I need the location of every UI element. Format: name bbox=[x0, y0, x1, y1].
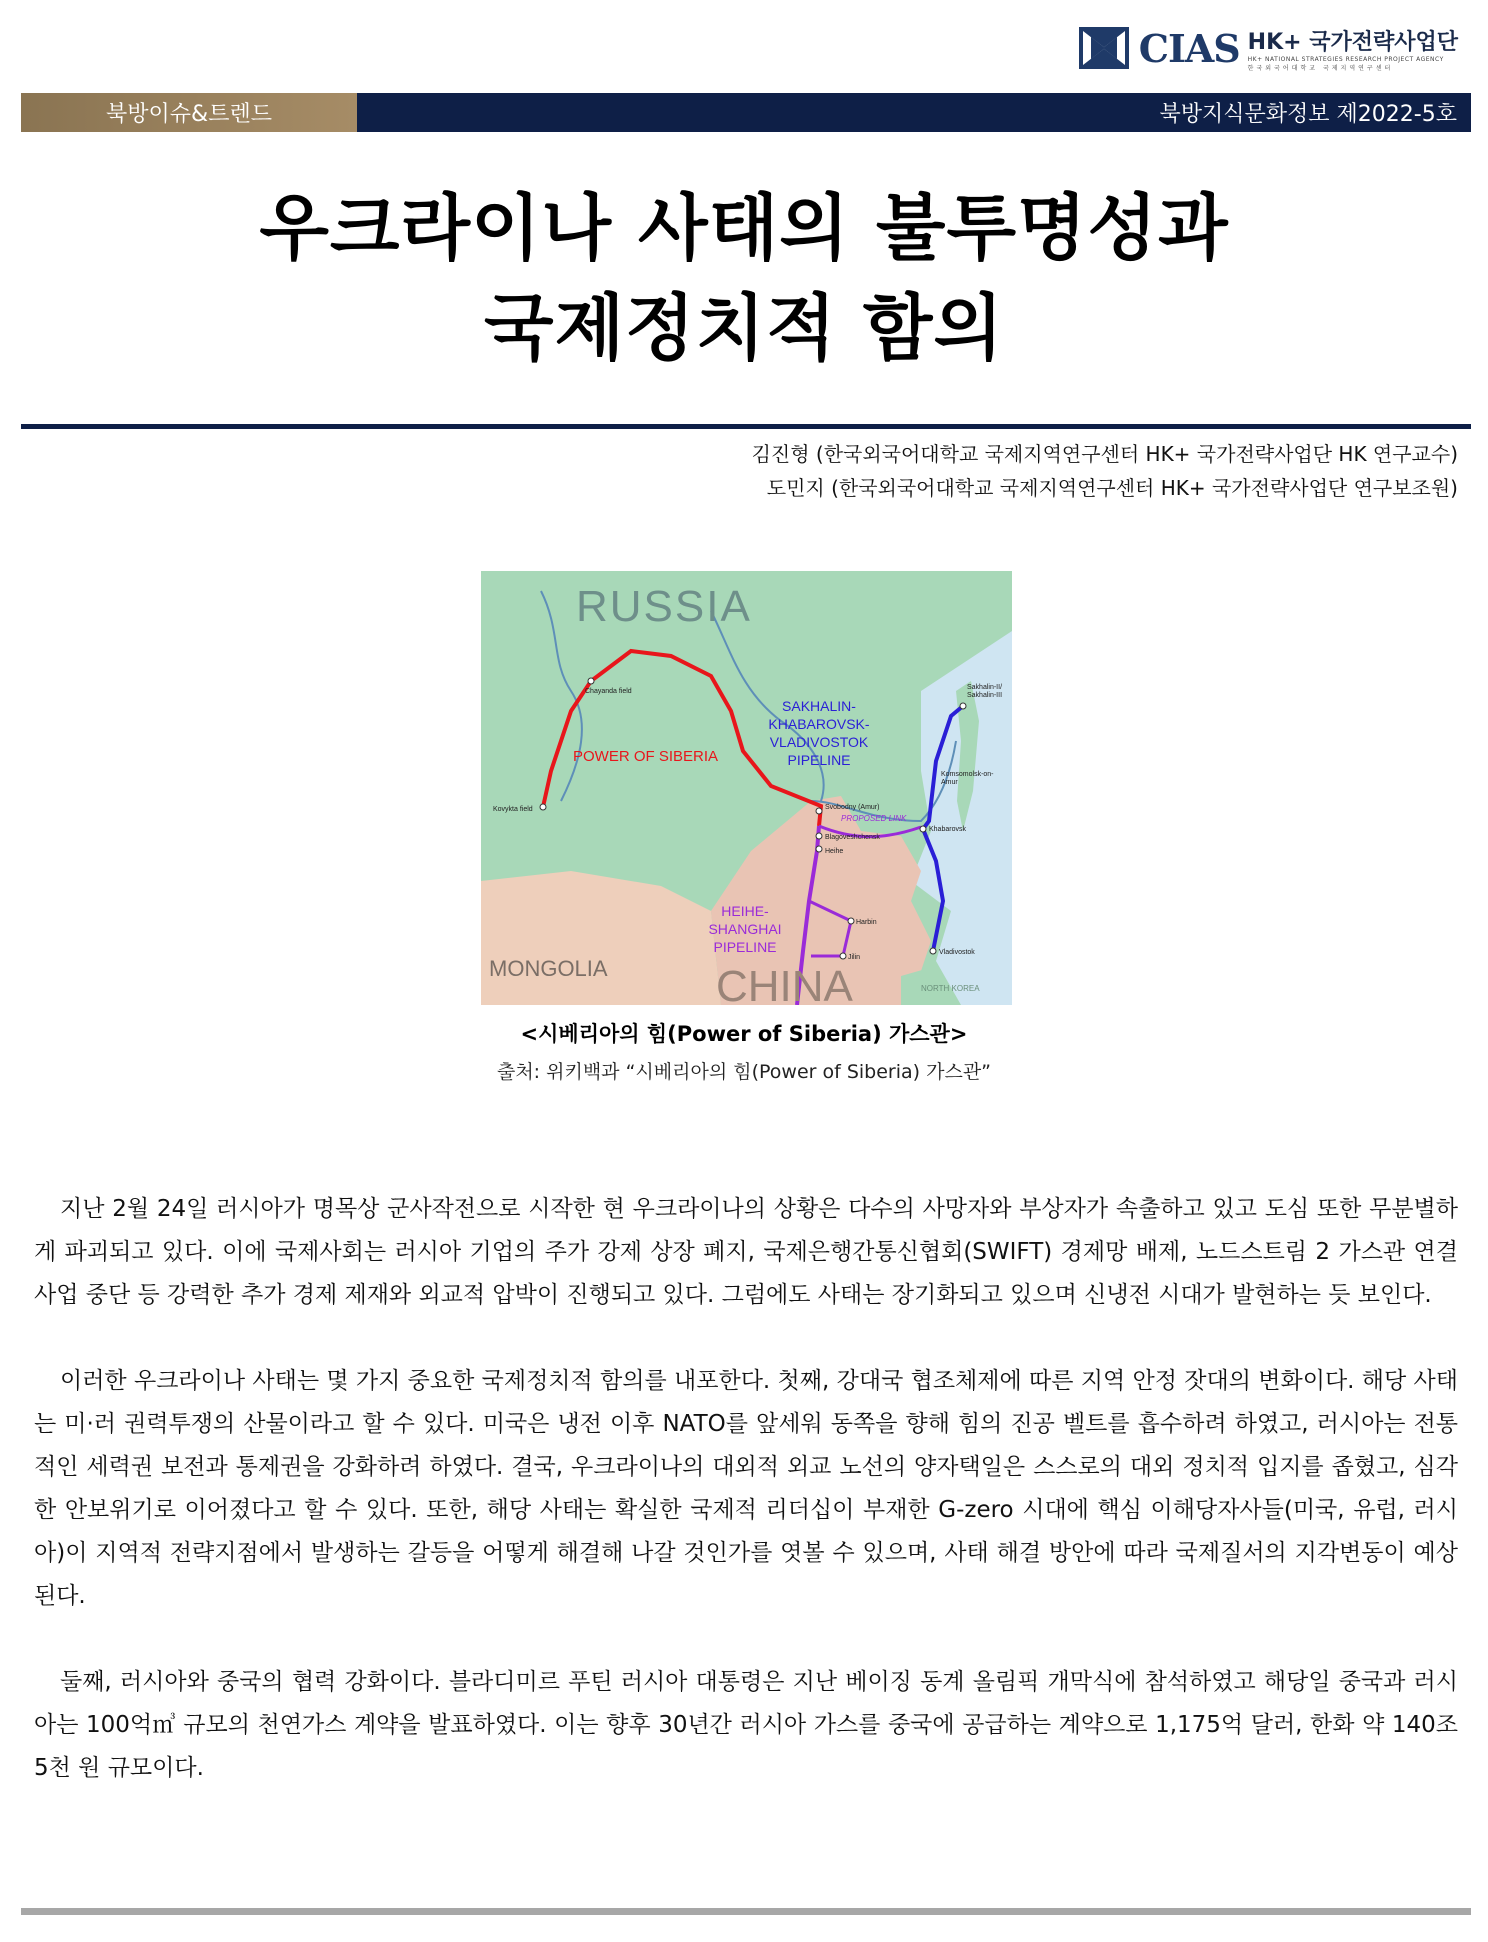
label-jilin: Jilin bbox=[848, 954, 861, 961]
label-hs-3: PIPELINE bbox=[713, 939, 777, 955]
blagoveshchensk-dot bbox=[816, 833, 822, 839]
author-2: 도민지 (한국외국어대학교 국제지역연구센터 HK+ 국가전략사업단 연구보조원) bbox=[766, 476, 1458, 500]
label-sakhalin-2: Sakhalin-III bbox=[967, 692, 1003, 699]
label-harbin: Harbin bbox=[856, 919, 877, 926]
label-svobodny: Svobodny (Amur) bbox=[825, 804, 880, 811]
label-chayanda: Chayanda field bbox=[585, 688, 632, 695]
label-komsomolsk-1: Komsomolsk-on- bbox=[941, 771, 994, 778]
section-bar bbox=[21, 93, 1471, 132]
label-vladivostok: Vladivostok bbox=[939, 949, 975, 956]
label-blagoveshchensk: Blagoveshchensk bbox=[825, 834, 880, 841]
heihe-dot bbox=[816, 846, 822, 852]
label-sakhalin-1: Sakhalin-II/ bbox=[967, 684, 1003, 691]
logo-title: HK+ 국가전략사업단 bbox=[1247, 29, 1458, 55]
label-skv-3: VLADIVOSTOK bbox=[769, 734, 869, 750]
paragraph-1: 지난 2월 24일 러시아가 명목상 군사작전으로 시작한 현 우크라이나의 상황은 다수의 사망자와 부상자가 속출하고 있고 도심 또한 무분별하게 파괴되고 있다. 이에 국제사회는 러시아 기업의 주가 강제 상장 폐지, 국제은행간통신협회(SWIFT) 경제망 배제, 노드스트림 2 가스관 연결 사업 중단 등 강력한 추가 경제 제재와 외교적 압박이 진행되고 있다. 그럼에도 사태는 장기화되고 있으며 신냉전 시대가 발현하는 듯 보인다. bbox=[34, 1196, 1458, 1308]
title-line-1: 우크라이나 사태의 불투명성과 bbox=[259, 186, 1229, 270]
label-hs-1: HEIHE- bbox=[721, 903, 769, 919]
harbin-dot bbox=[848, 918, 854, 924]
label-russia: RUSSIA bbox=[576, 582, 752, 631]
pipeline-map-svg bbox=[481, 571, 1012, 1005]
label-mongolia: MONGOLIA bbox=[489, 956, 608, 981]
label-hs-2: SHANGHAI bbox=[708, 921, 782, 937]
vladivostok-dot bbox=[930, 948, 936, 954]
page-title bbox=[0, 178, 1488, 378]
footer-divider bbox=[21, 1908, 1471, 1915]
logo-subtitle-korean: 한국외국어대학교 국제지역연구센터 bbox=[1247, 64, 1394, 72]
khabarovsk-dot bbox=[920, 826, 926, 832]
author-1: 김진형 (한국외국어대학교 국제지역연구센터 HK+ 국가전략사업단 HK 연구교수) bbox=[751, 442, 1458, 466]
label-skv-2: KHABAROVSK- bbox=[768, 716, 870, 732]
article-body bbox=[34, 1188, 1458, 1833]
label-kovykta: Kovykta field bbox=[493, 806, 533, 813]
paragraph-3: 둘째, 러시아와 중국의 협력 강화이다. 블라디미르 푸틴 러시아 대통령은 지난 베이징 동계 올림픽 개막식에 참석하였고 해당일 중국과 러시아는 100억㎥ 규모의 천연가스 계약을 발표하였다. 이는 향후 30년간 러시아 가스를 중국에 공급하는 계약으로 1,175억 달러, 한화 약 140조 5천 원 규모이다. bbox=[34, 1669, 1458, 1781]
label-skv-4: PIPELINE bbox=[787, 752, 851, 768]
title-divider bbox=[21, 424, 1471, 429]
label-heihe: Heihe bbox=[825, 848, 844, 855]
label-power-of-siberia: POWER OF SIBERIA bbox=[573, 748, 719, 765]
chayanda-dot bbox=[588, 678, 594, 684]
logo-subtitle: HK+ NATIONAL STRATEGIES RESEARCH PROJECT AGENCY bbox=[1247, 55, 1444, 63]
figure-source: 출처: 위키백과 “시베리아의 힘(Power of Siberia) 가스관” bbox=[496, 1061, 992, 1083]
svobodny-dot bbox=[816, 808, 822, 814]
kovykta-dot bbox=[540, 804, 546, 810]
title-line-2: 국제정치적 함의 bbox=[484, 286, 1004, 370]
label-proposed-link: PROPOSED LINK bbox=[841, 814, 907, 823]
issue-number: 북방지식문화정보 제2022-5호 bbox=[357, 93, 1471, 132]
logo-cias-text: CIAS bbox=[1138, 25, 1240, 71]
label-north-korea: NORTH KOREA bbox=[921, 984, 980, 993]
pipeline-map bbox=[481, 571, 1012, 1005]
cias-logo bbox=[1077, 20, 1458, 76]
section-category: 북방이슈&트렌드 bbox=[21, 93, 357, 132]
paragraph-2: 이러한 우크라이나 사태는 몇 가지 중요한 국제정치적 함의를 내포한다. 첫째, 강대국 협조체제에 따른 지역 안정 잣대의 변화이다. 해당 사태는 미·러 권력투쟁의 산물이라고 할 수 있다. 미국은 냉전 이후 NATO를 앞세워 동쪽을 향해 힘의 진공 벨트를 흡수하려 하였고, 러시아는 전통적인 세력권 보전과 통제권을 강화하려 하였다. 결국, 우크라이나의 대외적 외교 노선의 양자택일은 스스로의 대외 정치적 입지를 좁혔고, 심각한 안보위기로 이어졌다고 할 수 있다. 또한, 해당 사태는 확실한 국제적 리더십이 부재한 G-zero 시대에 핵심 이해당자사들(미국, 유럽, 러시아)이 지역적 전략지점에서 발생하는 갈등을 어떻게 해결해 나갈 것인가를 엿볼 수 있으며, 사태 해결 방안에 따라 국제질서의 지각변동이 예상된다. bbox=[34, 1368, 1458, 1609]
author-list bbox=[752, 437, 1458, 505]
sakhalin-dot bbox=[960, 703, 966, 709]
label-khabarovsk: Khabarovsk bbox=[929, 826, 966, 833]
label-china: CHINA bbox=[716, 962, 853, 1005]
label-skv-1: SAKHALIN- bbox=[782, 698, 856, 714]
cias-emblem-icon bbox=[1077, 23, 1135, 73]
figure-caption: <시베리아의 힘(Power of Siberia) 가스관> bbox=[520, 1022, 968, 1046]
jilin-dot bbox=[840, 953, 846, 959]
label-komsomolsk-2: Amur bbox=[941, 779, 958, 786]
